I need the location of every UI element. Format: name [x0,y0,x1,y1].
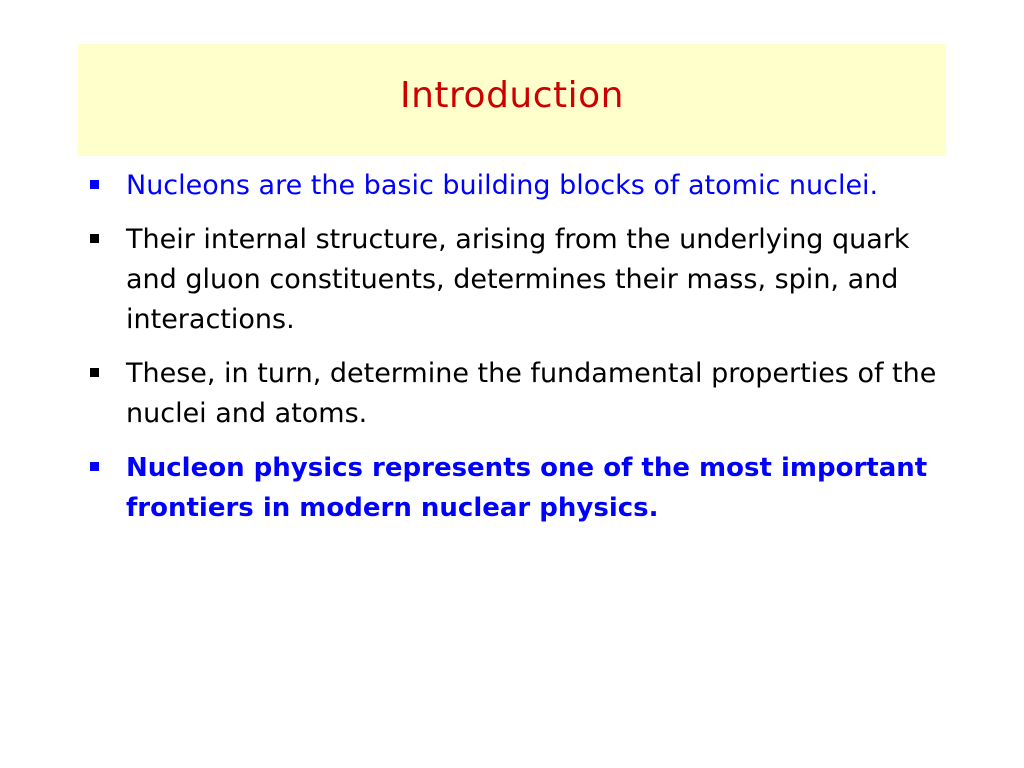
bullet-item [88,354,948,434]
square-bullet-icon [90,180,99,189]
bullet-text: Their internal structure, arising from the underlying quark and gluon constituents, determines their mass, spin, and interactions. [126,224,910,335]
square-bullet-icon [90,368,99,377]
bullet-text: These, in turn, determine the fundamental properties of the nuclei and atoms. [126,358,937,429]
bullet-item [88,448,948,528]
square-bullet-icon [90,462,99,471]
bullet-list [88,166,948,542]
bullet-item [88,220,948,340]
title-band [78,44,946,156]
bullet-text: Nucleons are the basic building blocks of atomic nuclei. [126,170,879,201]
bullet-text: Nucleon physics represents one of the most important frontiers in modern nuclear physics. [126,453,928,523]
square-bullet-icon [90,234,99,243]
bullet-item [88,166,948,206]
slide-title: Introduction [399,75,624,116]
